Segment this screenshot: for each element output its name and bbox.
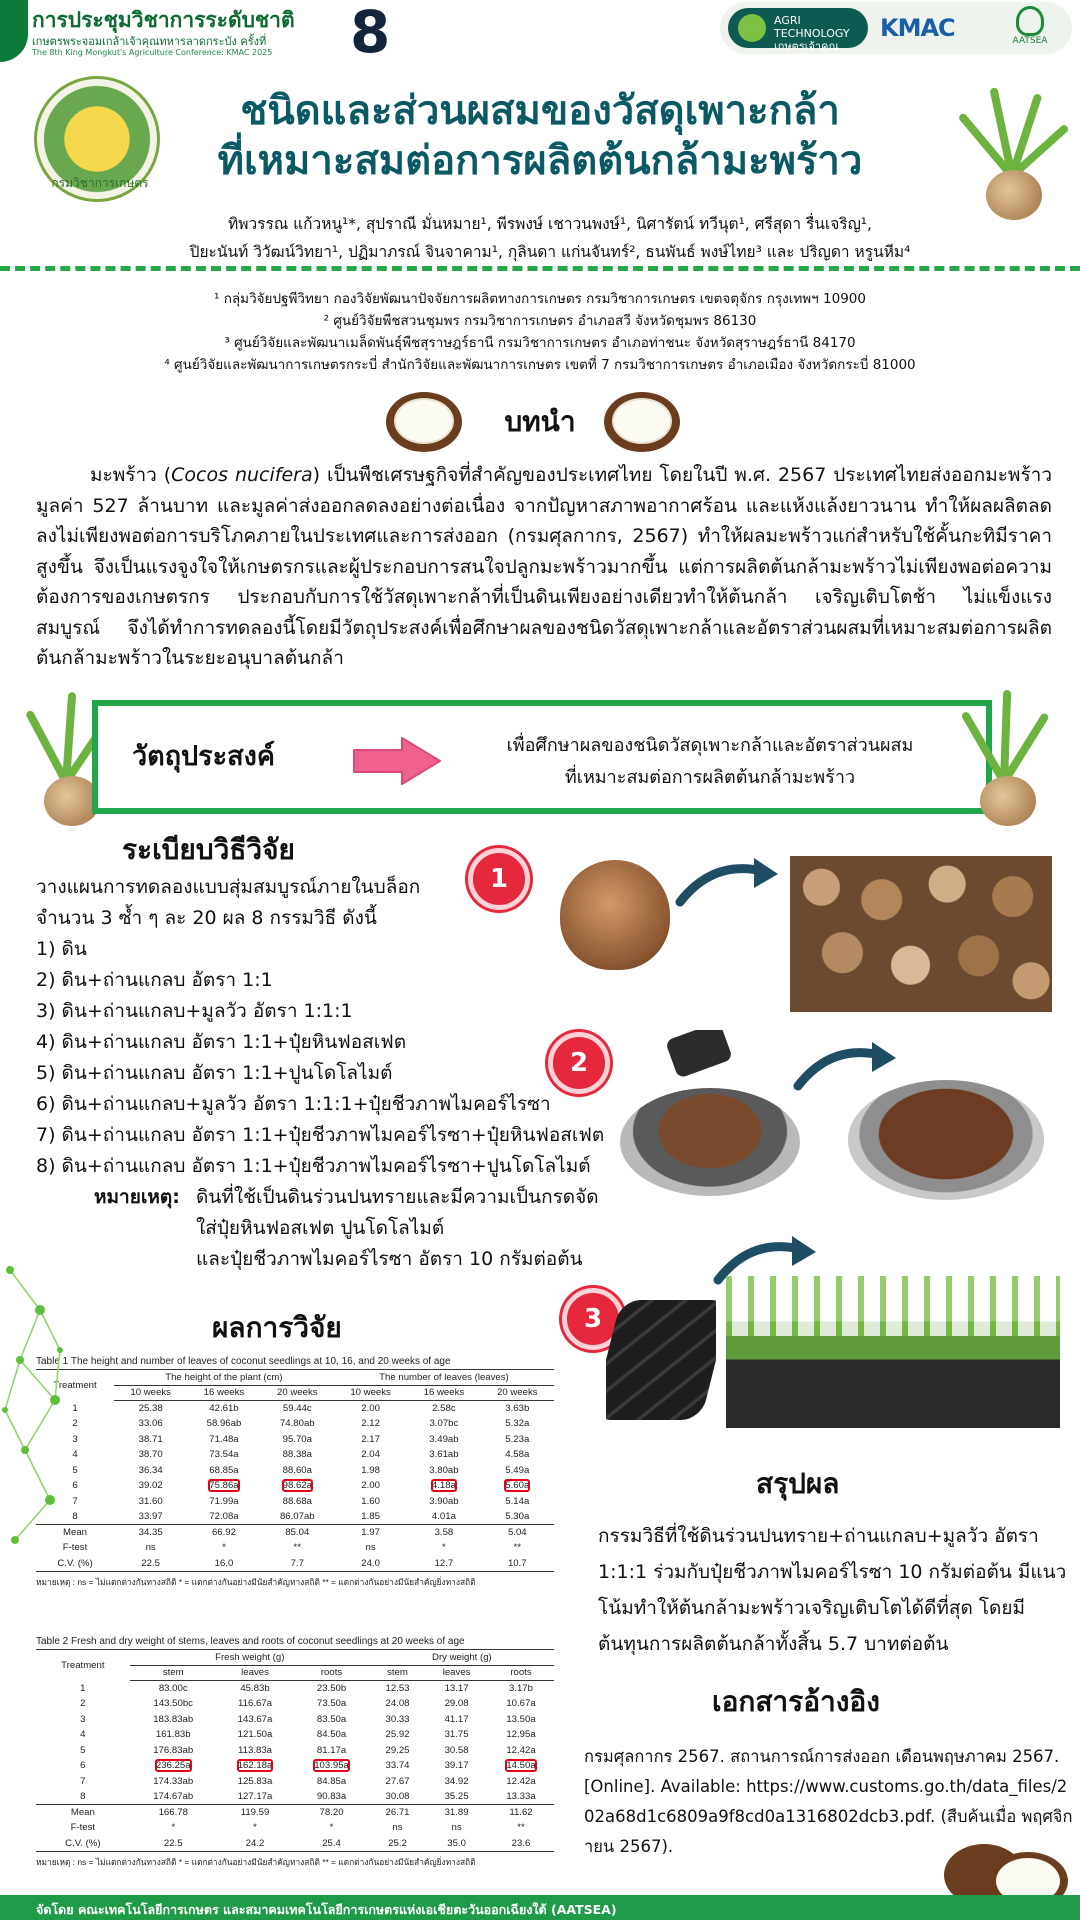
affiliation-2: ² ศูนย์วิจัยพืชสวนชุมพร กรมวิชาการเกษตร อำเภอสวี จังหวัดชุมพร 86130 [323,313,757,329]
highlighted-value: 14.50a [506,1760,536,1772]
table-cell: ns [451,1822,462,1834]
table-cell: 5.49a [505,1464,530,1476]
subcol-header: roots [293,1665,370,1681]
table-cell: 13.17 [444,1683,469,1694]
table-cell [488,1758,554,1774]
table-cell: 34.92 [444,1775,469,1787]
table-cell: 95.70a [282,1433,312,1445]
table-cell: * [171,1822,176,1834]
agri-logo-text: AGRI TECHNOLOGY [774,14,850,40]
table-cell: 74.80ab [279,1418,315,1430]
leaves-group-header: The number of leaves (leaves) [334,1370,554,1386]
table-cell: 5 [80,1744,86,1756]
treatment-item: 8) ดิน+ถ่านแกลบ อัตรา 1:1+ปุ๋ยชีวภาพไมคอร์ไรซา+ปูนโดโลไมต์ [36,1155,591,1177]
table-cell: 41.17 [444,1713,469,1725]
intro-paragraph [36,460,1052,674]
height-leaves-table [36,1369,554,1572]
table-cell: 10.67a [506,1698,536,1710]
table-cell: 161.83b [155,1729,191,1741]
table-cell: 25.92 [385,1729,410,1741]
note-text [196,1182,636,1275]
table-cell: 12.42a [506,1744,536,1756]
table-cell: 2 [80,1698,86,1710]
aatsea-logo-text: AATSEA [1012,36,1048,46]
table-2-footnote: หมายเหตุ : ns = ไม่แตกต่างกันทางสถิติ * = แตกต่างกันอย่างมีนัยสำคัญทางสถิติ ** = แตกต่างกันอย่างมีนัยสำคัญยิ่งทางสถิติ [36,1856,476,1867]
note-line: ดินที่ใช้เป็นดินร่วนปนทรายและมีความเป็นกรดจัด [196,1186,599,1208]
aatsea-seal-icon [1016,6,1044,36]
treatment-item: 6) ดิน+ถ่านแกลบ+มูลวัว อัตรา 1:1:1+ปุ๋ยชีวภาพไมคอร์ไรซา [36,1093,551,1115]
table-cell: F-test [62,1542,88,1554]
table-cell: 24.0 [334,1556,407,1572]
table-cell [130,1758,217,1774]
table-cell: 6 [80,1760,86,1772]
highlighted-value: 236.25a [155,1760,191,1772]
table-1-body [36,1401,554,1572]
highlighted-value: 5.60a [505,1480,530,1492]
table-cell: 2.58c [432,1403,456,1414]
arrow-right-icon [350,736,442,786]
table-row [36,1789,554,1805]
highlighted-value: 75.86a [209,1480,239,1492]
table-cell: 38.70 [138,1449,163,1461]
table-cell: 33.06 [138,1418,163,1430]
table-cell: 1.97 [334,1525,407,1541]
table-row [36,1820,554,1836]
table-cell [293,1758,370,1774]
table-cell: 174.67ab [153,1791,194,1802]
table-cell: 2.00 [361,1480,380,1492]
subcol-header: leaves [425,1665,488,1681]
table-cell: 39.02 [138,1480,163,1492]
table-cell: 127.17a [237,1791,273,1802]
table-2-body [36,1681,554,1852]
table-cell: 4 [80,1729,86,1741]
table-row [36,1758,554,1774]
note-label: หมายเหตุ: [94,1186,180,1208]
table-cell: 22.5 [130,1836,217,1852]
table-cell: 83.00c [158,1683,188,1694]
emblem-caption: กรมวิชาการเกษตร [51,176,149,190]
treatment-item: 7) ดิน+ถ่านแกลบ อัตรา 1:1+ปุ๋ยชีวภาพไมคอร์ไรซา+ปุ๋ยหินฟอสเฟต [36,1124,605,1146]
table-cell: 29.25 [385,1744,410,1756]
table-cell: 5.04 [481,1525,554,1541]
table-cell: 31.75 [444,1729,469,1741]
objective-heading: วัตถุประสงค์ [132,741,275,772]
table-row [36,1478,554,1494]
table-cell: 86.07ab [279,1511,315,1522]
table-cell: 42.61b [209,1403,239,1414]
highlighted-value: 103.95a [314,1760,349,1772]
table-cell: 35.25 [444,1791,469,1802]
partner-logos [720,2,1072,66]
table-cell: 71.48a [209,1433,239,1445]
table-cell: 4 [72,1449,78,1461]
weight-table [36,1649,554,1852]
coconut-seedling-icon [960,686,1060,826]
poster-title [160,86,920,186]
agri-logo-subtext: เกษตรเจ้าคุณทหาร [774,40,839,66]
conference-title: การประชุมวิชาการระดับชาติ [32,8,295,32]
methods-heading: ระเบียบวิธีวิจัย [122,833,295,866]
highlighted-value: 4.18a [431,1480,456,1492]
subcol-header: stem [370,1665,425,1681]
footer-bar: จัดโดย คณะเทคโนโลยีการเกษตร และสมาคมเทคโนโลยีการเกษตรแห่งเอเชียตะวันออกเฉียงใต้ (AATSEA) [0,1895,1080,1920]
aatsea-logo [1002,6,1058,50]
conference-english-title: The 8th King Mongkut's Agriculture Conference: KMAC 2025 [32,48,273,57]
table-cell: 39.17 [444,1760,469,1772]
step-1-badge: 1 [468,848,530,910]
affiliation-4: ⁴ ศูนย์วิจัยและพัฒนาการเกษตรกระบี่ สำนักวิจัยและพัฒนาการเกษตร เขตที่ 7 กรมวิชาการเกษตร อำเภอเมือง จังหวัดกระบี่ 81000 [164,357,916,373]
table-row [36,1805,554,1821]
conference-number: 8 [350,0,391,66]
conclusion-text: กรรมวิธีที่ใช้ดินร่วนปนทราย+ถ่านแกลบ+มูลวัว อัตรา 1:1:1 ร่วมกับปุ๋ยชีวภาพไมคอร์ไรซา 10 กรัมต่อต้น มีแนวโน้มทำให้ต้นกล้ามะพร้าวเจริญเติบโตได้ดีที่สุด โดยมีต้นทุนการผลิตต้นกล้าทั้งสิ้น 5.7 บาทต่อต้น [598,1525,1067,1655]
table-cell: 59.44c [282,1403,312,1414]
table-cell: 1 [72,1402,78,1414]
height-group-header: The height of the plant (cm) [114,1370,334,1386]
table-cell: 1.85 [361,1511,380,1522]
table-cell: 73.50a [316,1698,347,1710]
table-cell: 2 [72,1418,78,1430]
table-cell: 4.58a [505,1449,530,1461]
table-cell [217,1758,294,1774]
table-cell: 33.74 [385,1760,410,1772]
scientific-name: Cocos nucifera [171,464,313,486]
table-cell: Mean [36,1805,130,1821]
table-2-caption: Table 2 Fresh and dry weight of stems, leaves and roots of coconut seedlings at 20 weeks of age [36,1636,465,1647]
table-cell [481,1478,554,1494]
table-cell: 78.20 [293,1805,370,1821]
table-cell: 1.98 [361,1464,380,1476]
table-cell: 24.2 [217,1836,294,1852]
table-cell: 121.50a [237,1729,273,1741]
table-cell: 3.49ab [429,1433,459,1445]
methods-line: วางแผนการทดลองแบบสุ่มสมบูรณ์ภายในบล็อก [36,876,421,898]
table-cell: 2.04 [361,1449,380,1461]
table-cell: 83.50a [316,1713,347,1725]
table-cell: 5.23a [505,1433,530,1445]
table-cell: 3 [80,1713,86,1725]
table-cell: 3.80ab [429,1464,459,1476]
table-row [36,1416,554,1432]
table-cell: 31.60 [138,1495,163,1507]
objective-text [460,730,960,794]
table-cell: F-test [70,1822,96,1834]
table-cell: 11.62 [488,1805,554,1821]
table-row [36,1681,554,1697]
table-cell: 176.83ab [153,1744,194,1756]
table-cell [261,1478,334,1494]
table-cell: 88.60a [282,1464,312,1476]
treatment-item: 5) ดิน+ถ่านแกลบ อัตรา 1:1+ปูนโดโลไมต์ [36,1062,393,1084]
table-cell: 22.5 [114,1556,187,1572]
mixing-substrate-photo [620,1030,800,1200]
table-row [36,1463,554,1479]
table-cell: 68.85a [209,1464,239,1476]
table-cell: ns [365,1542,376,1554]
table-cell: * [329,1822,334,1834]
table-cell: 25.38 [138,1403,163,1414]
affiliation-1: ¹ กลุ่มวิจัยปฐพีวิทยา กองวิจัยพัฒนาปัจจัยการผลิตทางการเกษตร กรมวิชาการเกษตร เขตจตุจักร กรุงเทพฯ 10900 [214,291,866,307]
agri-technology-logo [728,8,868,66]
treatment-item: 4) ดิน+ถ่านแกลบ อัตรา 1:1+ปุ๋ยหินฟอสเฟต [36,1031,407,1053]
table-cell: 125.83a [237,1775,273,1787]
table-cell [407,1478,480,1494]
table-cell: 35.0 [425,1836,488,1852]
coconut-half-icon [604,392,680,452]
table-row [36,1696,554,1712]
table-row [36,1447,554,1463]
table-cell: 72.08a [209,1511,239,1522]
table-cell: 13.33a [506,1791,536,1802]
coconut-seedlings-photo [726,1276,1060,1428]
subcol-header: leaves [217,1665,294,1681]
network-decoration-icon [0,1250,70,1550]
mixed-substrate-photo [848,1080,1044,1200]
table-cell: 33.97 [138,1511,163,1522]
step-3-badge: 3 [562,1288,624,1350]
author-list [140,210,960,266]
table-cell: 183.83ab [153,1713,194,1725]
table-cell: 90.83a [316,1791,347,1802]
table-cell: 2.17 [361,1433,380,1445]
table-cell: 3.63b [505,1403,530,1414]
table-cell: 166.78 [130,1805,217,1821]
table-cell: * [253,1822,257,1834]
kmac-logo: KMAC [880,14,955,42]
table-cell: 3.58 [407,1525,480,1541]
table-cell: ** [517,1822,525,1834]
table-1-footnote: หมายเหตุ : ns = ไม่แตกต่างกันทางสถิติ * = แตกต่างกันอย่างมีนัยสำคัญทางสถิติ ** = แตกต่างกันอย่างมีนัยสำคัญยิ่งทางสถิติ [36,1576,476,1587]
table-row [36,1509,554,1525]
note-line: ใส่ปุ๋ยหินฟอสเฟต ปูนโดโลไมต์ [196,1217,445,1239]
table-cell: 23.6 [488,1836,554,1852]
results-table-1 [36,1356,554,1589]
table-cell: 1.60 [361,1495,380,1507]
objective-line-2: ที่เหมาะสมต่อการผลิตต้นกล้ามะพร้าว [564,767,856,788]
table-cell: * [222,1542,226,1554]
coconut-husk-photo [560,860,670,970]
table-row [36,1401,554,1417]
subcol-header: 16 weeks [407,1385,480,1401]
table-cell: ** [513,1542,522,1554]
affiliations [20,288,1060,376]
table-cell: 30.08 [385,1791,410,1802]
table-row [36,1494,554,1510]
table-cell: 5 [72,1464,78,1476]
table-cell [187,1478,260,1494]
table-cell: 34.35 [114,1525,187,1541]
table-cell: 45.83b [240,1683,270,1694]
table-cell: 3.17b [508,1683,533,1694]
table-cell: 58.96ab [206,1418,242,1430]
table-cell: 7 [80,1775,86,1787]
table-cell: 5.14a [505,1495,530,1507]
table-cell: 10.7 [481,1556,554,1572]
intro-heading: บทนำ [504,405,576,438]
table-cell: 31.89 [425,1805,488,1821]
table-cell: Mean [36,1525,114,1541]
table-1-caption: Table 1 The height and number of leaves of coconut seedlings at 10, 16, and 20 weeks of age [36,1356,451,1367]
table-cell: 143.50bc [153,1698,193,1710]
table-cell: 12.42a [506,1775,536,1787]
authors-line-2: ปิยะนันท์ วิวัฒน์วิทยา¹, ปฏิมาภรณ์ จินจาคาม¹, กุลินดา แก่นจันทร์², ธนพันธ์ พงษ์ไทย³ และ ปริญดา หรูนหีม⁴ [189,243,911,261]
dry-weight-group-header: Dry weight (g) [370,1650,554,1666]
curved-arrow-icon [674,852,784,912]
table-cell: 5.32a [505,1418,530,1430]
table-cell: 26.71 [370,1805,425,1821]
table-cell: 30.58 [444,1744,469,1756]
treatment-item: 1) ดิน [36,938,87,960]
table-row [36,1432,554,1448]
methods-line: จำนวน 3 ซ้ำ ๆ ละ 20 ผล 8 กรรมวิธี ดังนี้ [36,907,377,929]
conference-header [0,0,1080,66]
table-cell: 66.92 [187,1525,260,1541]
table-cell: 1 [80,1682,86,1694]
table-row [36,1727,554,1743]
subcol-header: 16 weeks [187,1385,260,1401]
step-2-badge: 2 [548,1032,610,1094]
table-cell: C.V. (%) [36,1836,130,1852]
table-cell: 12.95a [506,1729,536,1741]
table-cell: 174.33ab [153,1775,194,1787]
table-cell: ** [293,1542,302,1554]
coconut-pile-photo [790,856,1052,1012]
table-cell: 3 [72,1433,78,1445]
table-cell: 25.4 [293,1836,370,1852]
table-row [36,1743,554,1759]
table-row [36,1774,554,1790]
table-cell: 8 [80,1791,86,1802]
table-row [36,1556,554,1572]
section-divider [0,266,1080,271]
table-cell: 24.08 [385,1698,410,1710]
table-cell: 25.2 [370,1836,425,1852]
table-cell: 84.50a [316,1729,347,1741]
subcol-header: 20 weeks [481,1385,554,1401]
conference-subtitle: เกษตรพระจอมเกล้าเจ้าคุณทหารลาดกระบัง ครั้งที่ [32,35,267,48]
conclusion-heading: สรุปผล [756,1467,840,1500]
subcol-header: roots [488,1665,554,1681]
treatment-header: Treatment [36,1650,130,1681]
agri-leaf-icon [738,14,766,42]
treatment-item: 3) ดิน+ถ่านแกลบ+มูลวัว อัตรา 1:1:1 [36,1000,353,1022]
coconut-seedling-icon [960,80,1070,220]
subcol-header: 20 weeks [261,1385,334,1401]
table-cell: 5.30a [505,1511,530,1522]
treatment-header: Treatment [36,1370,114,1401]
table-cell: 3.07bc [429,1418,459,1430]
table-cell: 23.50b [316,1683,347,1694]
table-cell: * [442,1542,446,1554]
table-cell: 6 [72,1480,78,1492]
table-cell: 71.99a [209,1495,239,1507]
results-table-2 [36,1636,554,1869]
fresh-weight-group-header: Fresh weight (g) [130,1650,370,1666]
authors-line-1: ทิพวรรณ แก้วหนู¹*, สุปราณี มั่นหมาย¹, พีรพงษ์ เชาวนพงษ์¹, นิศารัตน์ ทวีนุต¹, ศรีสุดา รื่นเจริญ¹, [228,215,872,233]
treatment-item: 2) ดิน+ถ่านแกลบ อัตรา 1:1 [36,969,273,991]
table-cell: 3.61ab [429,1449,459,1461]
results-heading: ผลการวิจัย [212,1311,342,1344]
note-line: และปุ๋ยชีวภาพไมคอร์ไรซา อัตรา 10 กรัมต่อต้น [196,1248,583,1270]
table-row [36,1540,554,1556]
objective-line-1: เพื่อศึกษาผลของชนิดวัสดุเพาะกล้าและอัตราส่วนผสม [506,735,914,756]
table-row [36,1836,554,1852]
subcol-header: stem [130,1665,217,1681]
table-cell: C.V. (%) [36,1556,114,1572]
table-row [36,1525,554,1541]
reference-entry: กรมศุลกากร 2567. สถานการณ์การส่งออก เดือนพฤษภาคม 2567. [Online]. Available: https://www.customs.go.th/data_files/202a68d1c6809a9f8cd0a1316802dcb3.pdf. (สืบค้นเมื่อ พฤศจิกายน 2567). [584,1747,1073,1856]
table-cell: 4.01a [431,1511,456,1522]
table-cell: 2.00 [361,1403,380,1414]
table-cell: 143.67a [237,1713,273,1725]
table-cell: ns [145,1542,156,1554]
table-cell: 13.50a [506,1713,536,1725]
table-cell: 84.85a [316,1775,347,1787]
table-cell: 88.38a [282,1449,312,1461]
intro-text-rest: ) เป็นพืชเศรษฐกิจที่สำคัญของประเทศไทย โดยในปี พ.ศ. 2567 ประเทศไทยส่งออกมะพร้าวมูลค่า 527 ล้านบาท และมูลค่าส่งออกลดลงอย่างต่อเนื่อง จากปัญหาสภาพอากาศร้อน และแห้งแล้งยาวนาน ทำให้ผลผลิตลดลงไม่เพียงพอต่อการบริโภคภายในประเทศและการส่งออก (กรมศุลกากร, 2567) ทำให้ผลมะพร้าวแก่สำหรับใช้คั้นกะทิมีราคาสูงขึ้น จึงเป็นแรงจูงใจให้เกษตรกรและผู้ประกอบการสนใจปลูกมะพร้าวมากขึ้น แต่การผลิตต้นกล้ามะพร้าวไม่เพียงพอต่อความต้องการของเกษตรกร ประกอบกับการใช้วัสดุเพาะกล้าที่เป็นดินเพียงอย่างเดียวทำให้ต้นกล้า เจริญเติบโตช้า ไม่แข็งแรง สมบูรณ์ จึงได้ทำการทดลองนี้โดยมีวัตถุประสงค์เพื่อศึกษาผลของชนิดวัสดุเพาะกล้าและอัตราส่วนผสมที่เหมาะสมต่อการผลิตต้นกล้ามะพร้าวในระยะอนุบาลต้นกล้า [36,464,1053,669]
references-heading: เอกสารอ้างอิง [712,1685,880,1718]
subcol-header: 10 weeks [114,1385,187,1401]
table-cell: 81.17a [316,1744,347,1756]
affiliation-3: ³ ศูนย์วิจัยและพัฒนาเมล็ดพันธุ์พืชสุราษฎร์ธานี กรมวิชาการเกษตร อำเภอท่าชนะ จังหวัดสุราษฎร์ธานี 84170 [224,335,856,351]
table-cell: 73.54a [209,1449,239,1461]
table-cell: 7 [72,1495,78,1507]
table-cell: 113.83a [238,1744,272,1756]
table-cell: 85.04 [261,1525,334,1541]
table-cell: 36.34 [138,1464,163,1476]
curved-arrow-icon [792,1036,902,1096]
title-line-1: ชนิดและส่วนผสมของวัสดุเพาะกล้า [240,88,840,134]
table-cell: 29.08 [444,1698,469,1710]
table-cell: 12.53 [385,1683,410,1694]
table-cell: 38.71 [138,1433,163,1445]
header-corner-decoration [0,0,28,62]
title-line-2: ที่เหมาะสมต่อการผลิตต้นกล้ามะพร้าว [217,138,863,184]
table-cell: 16.0 [187,1556,260,1572]
table-cell: 27.67 [385,1775,410,1787]
planting-bags-photo [606,1280,716,1420]
table-cell: ns [392,1822,403,1834]
table-cell: 3.90ab [429,1495,459,1507]
table-cell: 119.59 [217,1805,294,1821]
table-cell: 88.68a [282,1495,312,1507]
subcol-header: 10 weeks [334,1385,407,1401]
highlighted-value: 162.18a [237,1760,273,1772]
table-cell: 2.12 [361,1418,380,1430]
table-cell: 30.33 [385,1713,410,1725]
highlighted-value: 98.62a [282,1480,312,1492]
methods-list [36,872,636,1182]
table-cell: 12.7 [407,1556,480,1572]
table-cell: 116.67a [238,1698,272,1710]
table-cell: 7.7 [261,1556,334,1572]
table-cell: 8 [72,1511,78,1522]
intro-text-start: มะพร้าว ( [90,464,172,486]
table-row [36,1712,554,1728]
